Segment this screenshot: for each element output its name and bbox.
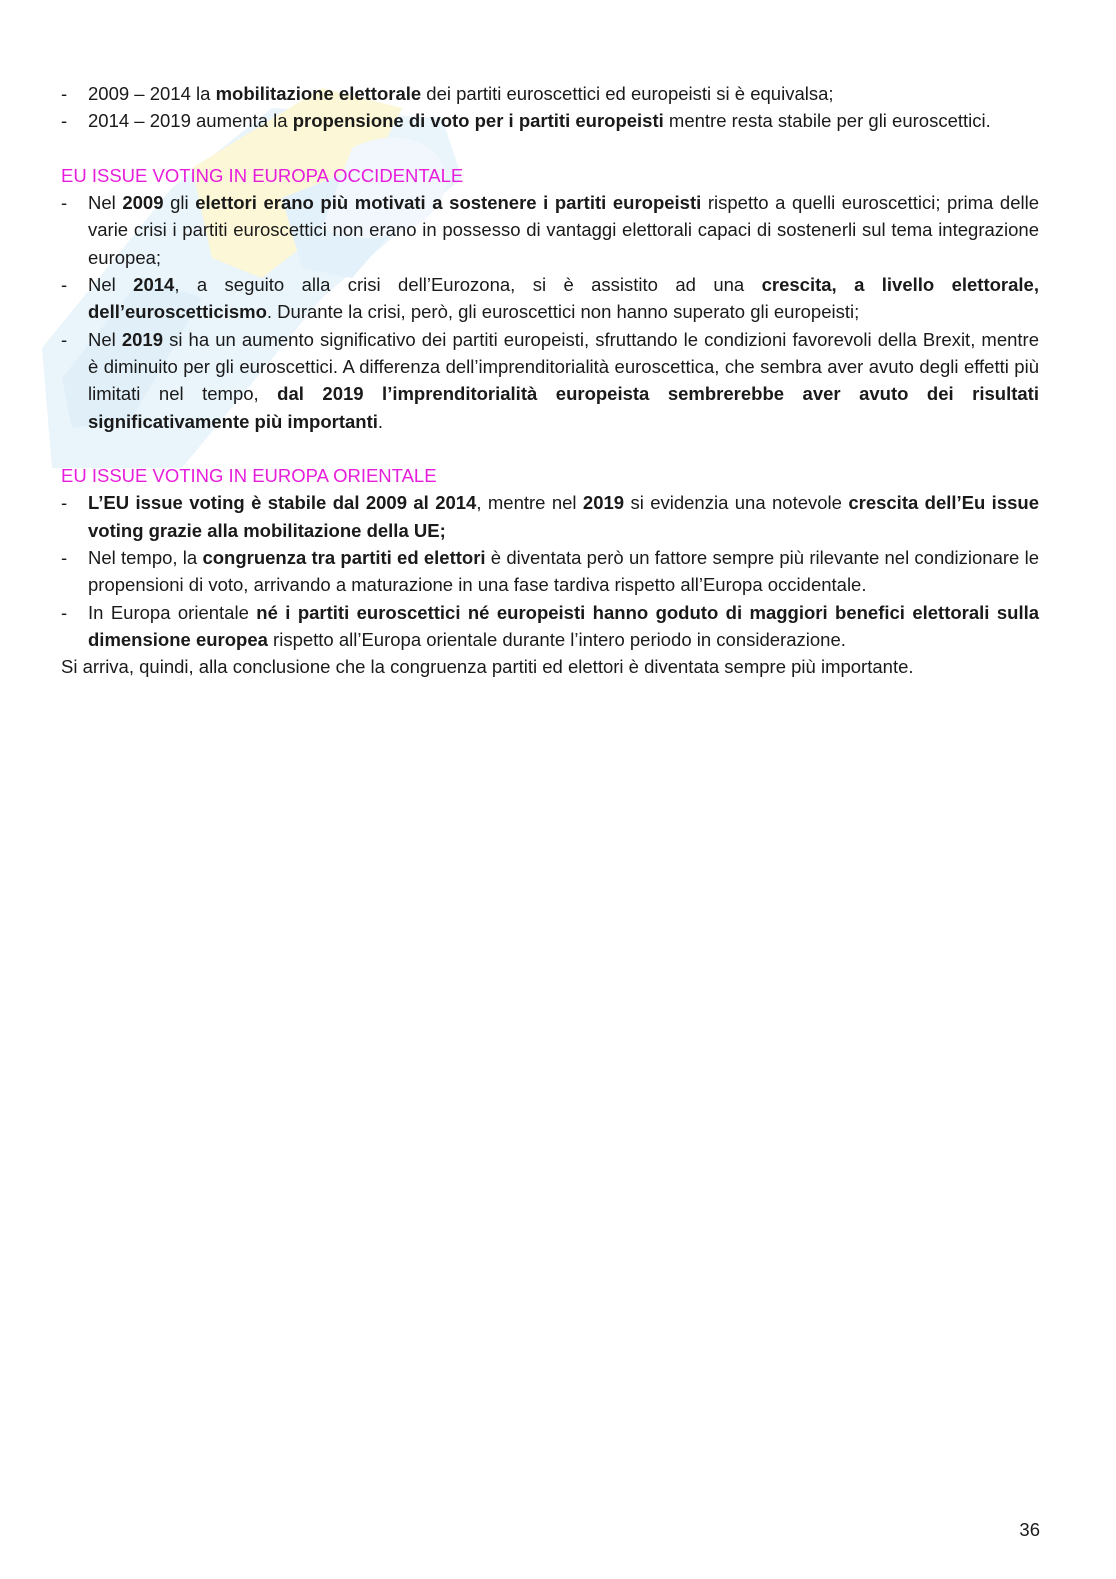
bold-text: 2014	[133, 274, 175, 296]
conclusion-text: Si arriva, quindi, alla conclusione che la congruenza partiti ed elettori è diventata sempre più importante.	[61, 656, 914, 678]
list-item	[61, 107, 1039, 134]
bold-text: 2019	[582, 492, 625, 514]
text-run: è diventata però un fattore sempre più rilevante nel condizionare le propensioni di voto, arrivando a maturazione in una fase tardiva rispetto all’Europa occidentale.	[88, 547, 1039, 596]
list-item	[61, 271, 1039, 326]
intro-list	[61, 80, 1039, 135]
bold-text: crescita, a livello elettorale, dell’euroscetticismo	[88, 274, 1039, 323]
section-list	[61, 489, 1039, 653]
bold-text: crescita dell’Eu issue voting grazie alla mobilitazione della UE;	[88, 492, 1039, 541]
sections	[61, 162, 1039, 653]
text-run: dei partiti euroscettici ed europeisti si è equivalsa;	[421, 83, 834, 104]
bold-text: mobilitazione elettorale	[215, 83, 422, 104]
bold-text: 2009	[122, 192, 164, 214]
section-heading: EU ISSUE VOTING IN EUROPA ORIENTALE	[61, 465, 437, 487]
bold-text: elettori erano più motivati a sostenere i partiti europeisti	[195, 192, 702, 214]
bold-text: propensione di voto per i partiti europeisti	[292, 110, 664, 132]
bold-text: L’EU issue voting è stabile dal 2009 al 2014	[88, 492, 477, 514]
text-run: rispetto a quelli euroscettici; prima delle varie crisi i partiti euroscettici non erano in possesso di vantaggi elettorali capaci di sostenerli sul tema integrazione europea;	[88, 192, 1039, 268]
bold-text: dal 2019 l’imprenditorialità europeista sembrerebbe aver avuto dei risultati significativamente più importanti	[88, 383, 1039, 432]
text-run: 2009 – 2014 la	[88, 83, 216, 104]
text-run: , a seguito alla crisi dell’Eurozona, si è assistito ad una	[174, 274, 762, 296]
list-item	[61, 489, 1039, 544]
text-run: si evidenzia una notevole	[624, 492, 849, 514]
section-list	[61, 189, 1039, 435]
text-run: 2014 – 2019 aumenta la	[88, 110, 293, 132]
text-run: . Durante la crisi, però, gli euroscettici non hanno superato gli europeisti;	[266, 301, 860, 323]
text-run: Nel	[88, 328, 122, 350]
text-run: Nel tempo, la	[88, 547, 203, 569]
text-run: , mentre nel	[476, 492, 583, 514]
text-run: mentre resta stabile per gli euroscettici.	[663, 110, 991, 132]
text-run: Nel	[88, 274, 134, 296]
text-run: Nel	[88, 192, 123, 214]
list-item	[61, 80, 1039, 107]
bold-text: congruenza tra partiti ed elettori	[202, 547, 486, 569]
list-item	[61, 326, 1039, 435]
bold-text: 2019	[121, 328, 164, 350]
text-run: gli	[163, 192, 196, 214]
text-run: In Europa orientale	[88, 601, 257, 623]
list-item	[61, 544, 1039, 599]
list-item	[61, 599, 1039, 654]
text-run: rispetto all’Europa orientale durante l’intero periodo in considerazione.	[267, 628, 846, 650]
bold-text: né i partiti euroscettici né europeisti hanno goduto di maggiori benefici elettorali sulla dimensione europea	[88, 601, 1040, 650]
text-run: si ha un aumento significativo dei partiti europeisti, sfruttando le condizioni favorevoli della Brexit, mentre è diminuito per gli euroscettici. A differenza dell’imprenditorialità euroscettica, che sembra aver avuto degli effetti più limitati nel tempo,	[88, 328, 1039, 405]
text-run: .	[377, 410, 384, 432]
page-number: 36	[1019, 1519, 1040, 1540]
section-heading: EU ISSUE VOTING IN EUROPA OCCIDENTALE	[61, 164, 464, 186]
list-item	[61, 189, 1039, 271]
document-body	[61, 80, 1039, 681]
